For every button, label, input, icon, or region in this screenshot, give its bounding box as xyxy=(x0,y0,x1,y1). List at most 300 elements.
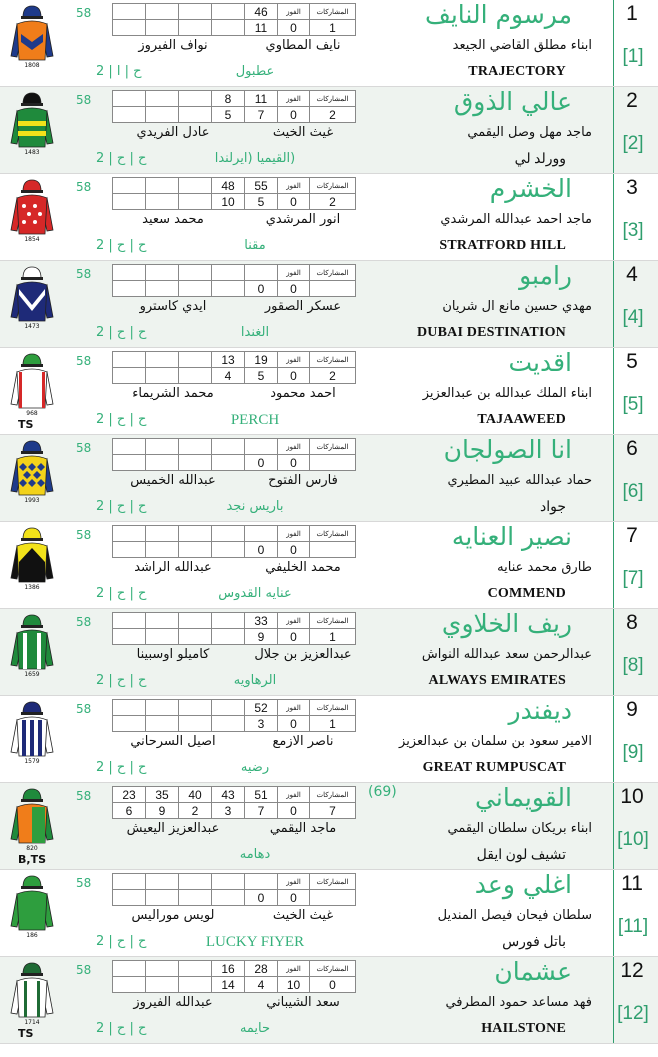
dam-name: دهامه xyxy=(239,847,271,862)
form-figures: ح | ح | 2 xyxy=(96,151,147,166)
stats-cell xyxy=(146,526,179,542)
carried-weight: 58 xyxy=(76,267,92,281)
stats-cell xyxy=(179,613,212,629)
silk-id-label: 1993 xyxy=(24,497,40,504)
silk-cap xyxy=(23,963,41,974)
trainer-name: انور المرشدي xyxy=(265,212,341,227)
jockey-silks-icon xyxy=(9,961,55,1027)
career-stats-table xyxy=(112,177,356,210)
sire-name: باتل فورس xyxy=(502,935,566,950)
horse-name[interactable]: رامبو xyxy=(519,261,572,290)
jockey-silks xyxy=(9,787,55,853)
saddle-number: 8 xyxy=(626,611,638,634)
stats-cell xyxy=(146,91,179,107)
stats-cell xyxy=(179,716,212,732)
owner-name: ماجد احمد عبدالله المرشدي xyxy=(440,212,592,227)
stats-cell: 0 xyxy=(245,281,278,297)
runner-row[interactable] xyxy=(0,870,658,957)
stats-cell xyxy=(179,439,212,455)
stats-cell xyxy=(146,977,179,993)
career-stats-table xyxy=(112,90,356,123)
stats-row-bottom xyxy=(113,368,356,384)
stats-cell xyxy=(113,977,146,993)
stats-cell xyxy=(113,368,146,384)
stats-cell: 7 xyxy=(310,803,356,819)
silk-pattern xyxy=(42,372,45,408)
owner-name: ابناء بريكان سلطان اليقمي xyxy=(447,821,592,836)
runs-header: المشاركات xyxy=(310,439,356,455)
form-figures: ح | ح | 2 xyxy=(96,412,147,427)
stats-cell xyxy=(179,629,212,645)
form-figures: ح | ا | 2 xyxy=(96,64,142,79)
form-figures: ح | ح | 2 xyxy=(96,760,147,775)
stats-cell: 40 xyxy=(179,787,212,803)
jockey-silks xyxy=(9,874,55,940)
horse-name[interactable]: ريف الخلاوي xyxy=(441,609,572,638)
stats-cell: 1 xyxy=(310,716,356,732)
trainer-name: محمد الخليفي xyxy=(265,560,341,575)
draw-number: [3] xyxy=(622,220,644,241)
stats-cell: 0 xyxy=(245,890,278,906)
wins-header: الفوز xyxy=(278,265,310,281)
silk-id-label: 1659 xyxy=(24,671,40,678)
silk-pattern xyxy=(27,212,31,216)
stats-cell xyxy=(146,613,179,629)
trainer-name: غيث الخيث xyxy=(272,908,334,923)
owner-name: سلطان فيحان فيصل المنديل xyxy=(437,908,592,923)
stats-cell xyxy=(146,629,179,645)
stats-cell: 16 xyxy=(212,961,245,977)
silk-pattern xyxy=(22,204,26,208)
owner-name: حماد عبدالله عبيد المطيري xyxy=(447,473,592,488)
equipment-code: TS xyxy=(18,1027,34,1040)
runner-row[interactable] xyxy=(0,783,658,870)
stats-cell xyxy=(146,874,179,890)
form-figures: ح | ح | 2 xyxy=(96,1021,147,1036)
silk-cap xyxy=(23,180,41,191)
silk-id-label: 820 xyxy=(26,845,38,852)
stats-row-top xyxy=(113,178,356,194)
runs-header: المشاركات xyxy=(310,700,356,716)
runner-row[interactable] xyxy=(0,957,658,1044)
stats-cell xyxy=(179,700,212,716)
trainer-name: عبدالعزيز بن جلال xyxy=(254,647,352,662)
stats-cell xyxy=(212,874,245,890)
stats-cell xyxy=(310,281,356,297)
wins-header: الفوز xyxy=(278,961,310,977)
silk-pattern xyxy=(18,121,46,126)
stats-cell: 0 xyxy=(245,455,278,471)
stats-row-bottom xyxy=(113,629,356,645)
stats-cell: 2 xyxy=(310,107,356,123)
saddle-number: 11 xyxy=(621,872,643,895)
form-figures: ح | ح | 2 xyxy=(96,673,147,688)
saddle-number: 7 xyxy=(626,524,638,547)
stats-cell: 51 xyxy=(245,787,278,803)
jockey-silks-icon xyxy=(9,439,55,505)
stats-cell: 19 xyxy=(245,352,278,368)
stats-cell xyxy=(146,20,179,36)
stats-cell: 0 xyxy=(278,281,310,297)
stats-row-bottom xyxy=(113,455,356,471)
trainer-name: نايف المطاوي xyxy=(265,38,341,53)
stats-cell: 3 xyxy=(245,716,278,732)
sire-name: ALWAYS EMIRATES xyxy=(428,673,566,688)
jockey-name: عبدالله الفيروز xyxy=(133,995,213,1010)
carried-weight: 58 xyxy=(76,702,92,716)
jockey-silks-icon xyxy=(9,613,55,679)
wins-header: الفوز xyxy=(278,178,310,194)
silk-cap-peak xyxy=(21,277,43,280)
stats-cell: 11 xyxy=(245,91,278,107)
silk-pattern xyxy=(38,720,42,756)
draw-number: [8] xyxy=(622,655,644,676)
dam-name: رضيه xyxy=(240,760,270,775)
wins-header: الفوز xyxy=(278,352,310,368)
stats-cell xyxy=(212,716,245,732)
saddle-number: 9 xyxy=(626,698,638,721)
stats-cell xyxy=(113,107,146,123)
stats-cell: 48 xyxy=(212,178,245,194)
jockey-silks xyxy=(9,439,55,505)
dam-name: LUCKY FIYER xyxy=(205,934,305,950)
horse-name[interactable]: القويماني xyxy=(475,783,572,812)
silk-pattern xyxy=(38,212,42,216)
stats-cell xyxy=(146,961,179,977)
jockey-silks-icon xyxy=(9,352,55,418)
stats-cell: 14 xyxy=(212,977,245,993)
silk-id-label: 1579 xyxy=(24,758,40,765)
jockey-name: عبدالله الراشد xyxy=(134,560,212,575)
wins-header: الفوز xyxy=(278,91,310,107)
draw-number: [11] xyxy=(617,916,649,937)
stats-cell xyxy=(212,526,245,542)
stats-cell xyxy=(113,455,146,471)
stats-cell: 7 xyxy=(245,107,278,123)
horse-name[interactable]: عشمان xyxy=(494,957,572,986)
silk-pattern xyxy=(32,807,45,843)
silk-cap xyxy=(23,615,41,626)
horse-name[interactable]: مرسوم النايف xyxy=(424,0,572,29)
runner-row[interactable] xyxy=(0,0,658,87)
silk-cap-peak xyxy=(21,799,43,802)
silk-body xyxy=(17,108,47,147)
draw-number: [7] xyxy=(622,568,644,589)
stats-cell: 52 xyxy=(245,700,278,716)
stats-cell: 7 xyxy=(245,803,278,819)
stats-cell: 1 xyxy=(310,629,356,645)
stats-cell: 28 xyxy=(245,961,278,977)
horse-name[interactable]: اقديت xyxy=(508,348,572,377)
silk-cap-peak xyxy=(21,16,43,19)
carried-weight: 58 xyxy=(76,528,92,542)
stats-cell: 0 xyxy=(278,455,310,471)
stats-cell xyxy=(179,961,212,977)
silk-cap-peak xyxy=(21,364,43,367)
runner-row[interactable] xyxy=(0,522,658,609)
career-stats-table xyxy=(112,786,356,819)
sire-name: TRAJECTORY xyxy=(468,64,566,79)
silk-id-label: 1808 xyxy=(24,62,40,69)
wins-header: الفوز xyxy=(278,526,310,542)
horse-name[interactable]: ديفندر xyxy=(508,696,572,725)
stats-row-top xyxy=(113,961,356,977)
jockey-silks-icon xyxy=(9,526,55,592)
jockey-silks xyxy=(9,178,55,244)
silk-pattern xyxy=(37,981,40,1017)
jockey-name: محمد سعيد xyxy=(142,212,204,227)
jockey-name: محمد الشريماء xyxy=(132,386,214,401)
stats-row-top xyxy=(113,613,356,629)
silk-cap-peak xyxy=(21,103,43,106)
silk-pattern xyxy=(33,204,37,208)
silk-cap xyxy=(23,267,41,278)
stats-cell xyxy=(310,890,356,906)
horse-name[interactable]: اغلي وعد xyxy=(474,870,572,899)
silk-cap xyxy=(23,528,41,539)
stats-cell xyxy=(179,874,212,890)
stats-row-bottom xyxy=(113,803,356,819)
runs-header: المشاركات xyxy=(310,91,356,107)
runner-row[interactable] xyxy=(0,435,658,522)
stats-cell: 10 xyxy=(212,194,245,210)
stats-cell xyxy=(245,874,278,890)
stats-cell xyxy=(179,194,212,210)
stats-cell: 43 xyxy=(212,787,245,803)
stats-cell xyxy=(113,178,146,194)
stats-cell: 13 xyxy=(212,352,245,368)
draw-number: [1] xyxy=(622,46,644,67)
saddle-number: 1 xyxy=(626,2,638,25)
runner-row[interactable] xyxy=(0,696,658,783)
career-stats-table xyxy=(112,264,356,297)
stats-cell xyxy=(146,4,179,20)
stats-row-top xyxy=(113,787,356,803)
carried-weight: 58 xyxy=(76,354,92,368)
draw-number: [10] xyxy=(617,829,649,850)
silk-id-label: 1854 xyxy=(24,236,40,243)
form-figures: ح | ح | 2 xyxy=(96,499,147,514)
carried-weight: 58 xyxy=(76,876,92,890)
silk-pattern xyxy=(22,220,26,224)
stats-row-top xyxy=(113,700,356,716)
carried-weight: 58 xyxy=(76,6,92,20)
stats-cell xyxy=(113,629,146,645)
stats-row-bottom xyxy=(113,20,356,36)
stats-cell: 0 xyxy=(278,716,310,732)
silk-pattern xyxy=(18,131,46,136)
jockey-silks xyxy=(9,961,55,1027)
stats-cell xyxy=(245,526,278,542)
stats-cell xyxy=(245,265,278,281)
horse-name[interactable]: الخشرم xyxy=(489,174,572,203)
dam-name: الرهاويه xyxy=(233,673,277,688)
runs-header: المشاركات xyxy=(310,874,356,890)
silk-id-label: 1473 xyxy=(24,323,40,330)
horse-rating: (69) xyxy=(368,784,397,800)
silk-pattern xyxy=(23,633,27,669)
trainer-name: ناصر الازمع xyxy=(272,734,334,749)
career-stats-table xyxy=(112,960,356,993)
stats-cell xyxy=(146,281,179,297)
horse-name[interactable]: نصير العنايه xyxy=(451,522,572,551)
career-stats-table xyxy=(112,351,356,384)
stats-cell: 2 xyxy=(179,803,212,819)
silk-cap-peak xyxy=(21,886,43,889)
wins-header: الفوز xyxy=(278,700,310,716)
stats-row-bottom xyxy=(113,107,356,123)
jockey-silks xyxy=(9,91,55,157)
trainer-name: احمد محمود xyxy=(270,386,336,401)
silk-cap-peak xyxy=(21,190,43,193)
runner-row[interactable] xyxy=(0,348,658,435)
stats-row-top xyxy=(113,265,356,281)
dam-name: (القيميا (ايرلندا xyxy=(214,151,296,166)
sire-name: جواد xyxy=(539,500,566,515)
stats-cell xyxy=(212,890,245,906)
owner-name: الامير سعود بن سلمان بن عبدالعزيز xyxy=(399,734,592,749)
silk-cap xyxy=(23,441,41,452)
stats-cell xyxy=(146,700,179,716)
stats-cell xyxy=(212,281,245,297)
stats-cell xyxy=(146,716,179,732)
owner-name: ابناء مطلق القاضي الجيعد xyxy=(452,38,592,53)
draw-number: [12] xyxy=(617,1003,649,1024)
owner-name: عبدالرحمن سعد عبدالله النواش xyxy=(421,647,592,662)
horse-name[interactable]: انا الصولجان xyxy=(443,435,572,464)
stats-cell: 55 xyxy=(245,178,278,194)
horse-name[interactable]: عالي الذوق xyxy=(453,87,572,116)
runner-row[interactable] xyxy=(0,609,658,696)
saddle-number: 2 xyxy=(626,89,638,112)
stats-cell: 0 xyxy=(245,542,278,558)
carried-weight: 58 xyxy=(76,963,92,977)
runner-row[interactable] xyxy=(0,87,658,174)
stats-cell xyxy=(310,455,356,471)
stats-row-bottom xyxy=(113,194,356,210)
stats-cell xyxy=(179,20,212,36)
jockey-silks-icon xyxy=(9,265,55,331)
sire-name: TAJAAWEED xyxy=(477,412,566,427)
stats-cell xyxy=(113,91,146,107)
career-stats-table xyxy=(112,699,356,732)
jockey-silks-icon xyxy=(9,4,55,70)
dam-name: مقنا xyxy=(244,238,266,253)
jockey-silks xyxy=(9,265,55,331)
jockey-name: لويس موراليس xyxy=(131,908,215,923)
stats-cell: 2 xyxy=(310,194,356,210)
stats-cell xyxy=(146,439,179,455)
stats-cell xyxy=(179,352,212,368)
silk-body xyxy=(17,978,47,1017)
silk-id-label: 1483 xyxy=(24,149,40,156)
sire-name: STRATFORD HILL xyxy=(439,238,566,253)
form-figures: ح | ح | 2 xyxy=(96,586,147,601)
silk-pattern xyxy=(33,220,37,224)
stats-cell xyxy=(146,178,179,194)
stats-cell xyxy=(146,542,179,558)
runs-header: المشاركات xyxy=(310,265,356,281)
silk-body xyxy=(17,195,47,234)
runs-header: المشاركات xyxy=(310,961,356,977)
stats-cell xyxy=(179,281,212,297)
dam-name: عنايه القدوس xyxy=(218,586,292,601)
carried-weight: 58 xyxy=(76,789,92,803)
stats-cell xyxy=(113,194,146,210)
jockey-silks xyxy=(9,613,55,679)
jockey-silks xyxy=(9,352,55,418)
stats-cell xyxy=(113,613,146,629)
stats-cell xyxy=(212,265,245,281)
wins-header: الفوز xyxy=(278,613,310,629)
stats-cell xyxy=(146,194,179,210)
runner-row[interactable] xyxy=(0,261,658,348)
silk-cap xyxy=(23,93,41,104)
jockey-name: عادل الفريدي xyxy=(136,125,210,140)
stats-row-bottom xyxy=(113,716,356,732)
stats-cell: 10 xyxy=(278,977,310,993)
saddle-number: 12 xyxy=(620,959,644,982)
stats-cell xyxy=(179,107,212,123)
stats-cell xyxy=(179,368,212,384)
stats-row-top xyxy=(113,526,356,542)
stats-cell xyxy=(146,265,179,281)
stats-cell xyxy=(212,4,245,20)
jockey-name: ايدي كاسترو xyxy=(139,299,207,314)
stats-cell: 5 xyxy=(212,107,245,123)
jockey-silks xyxy=(9,4,55,70)
stats-cell: 0 xyxy=(278,20,310,36)
runner-row[interactable] xyxy=(0,174,658,261)
stats-row-top xyxy=(113,352,356,368)
stats-cell xyxy=(113,265,146,281)
stats-cell xyxy=(212,700,245,716)
jockey-silks-icon xyxy=(9,787,55,853)
stats-cell xyxy=(179,91,212,107)
jockey-silks-icon xyxy=(9,700,55,766)
silk-pattern xyxy=(24,981,27,1017)
runs-header: المشاركات xyxy=(310,352,356,368)
owner-name: مهدي حسين مانع ال شريان xyxy=(442,299,592,314)
stats-cell xyxy=(113,4,146,20)
stats-cell xyxy=(113,542,146,558)
stats-row-bottom xyxy=(113,281,356,297)
owner-name: طارق محمد عنايه xyxy=(497,560,592,575)
stats-row-top xyxy=(113,4,356,20)
silk-pattern xyxy=(37,633,41,669)
equipment-code: TS xyxy=(18,418,34,431)
stats-cell xyxy=(113,20,146,36)
stats-cell: 46 xyxy=(245,4,278,20)
carried-weight: 58 xyxy=(76,615,92,629)
dam-name: PERCH xyxy=(230,412,280,428)
stats-cell xyxy=(179,455,212,471)
sire-name: COMMEND xyxy=(487,586,566,601)
stats-cell xyxy=(179,4,212,20)
silk-cap xyxy=(23,354,41,365)
owner-name: فهد مساعد حمود المطرفي xyxy=(445,995,592,1010)
owner-name: ابناء الملك عبدالله بن عبدالعزيز xyxy=(422,386,592,401)
sire-name: GREAT RUMPUSCAT xyxy=(422,760,566,775)
saddle-number: 3 xyxy=(626,176,638,199)
jockey-silks-icon xyxy=(9,874,55,940)
silk-body xyxy=(17,891,47,930)
form-figures: ح | ح | 2 xyxy=(96,238,147,253)
sire-name: DUBAI DESTINATION xyxy=(416,325,566,340)
stats-cell xyxy=(113,700,146,716)
stats-cell: 0 xyxy=(310,977,356,993)
stats-cell xyxy=(113,716,146,732)
